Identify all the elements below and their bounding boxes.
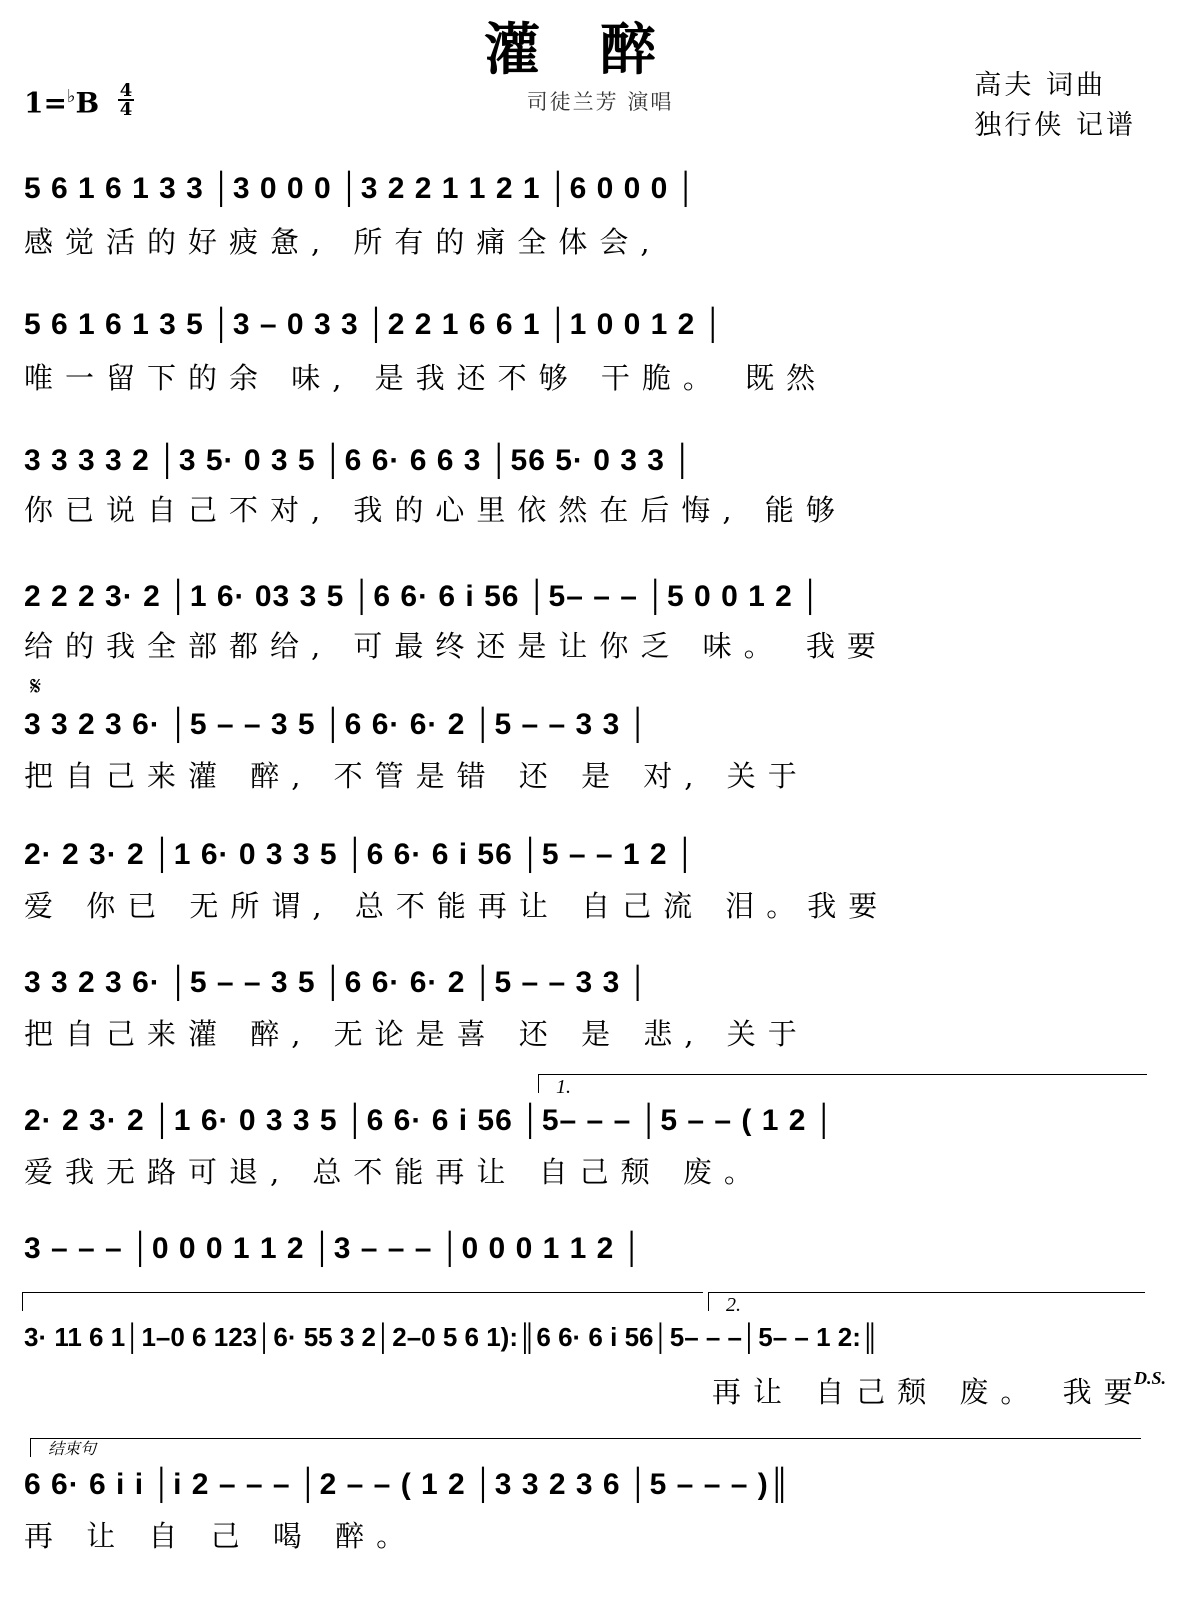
notation-line-6: 2· 2 3· 2 │1 6· 0 3 3 5 │6 6· 6 i 56 │5 – – 1 2 │	[24, 838, 697, 871]
time-signature-bottom: 4	[119, 99, 133, 120]
lyricist-composer: 高夫 词曲	[974, 70, 1106, 101]
lyrics-line-2: 唯一留下的余 味, 是我还不够 干脆。 既然	[24, 361, 828, 395]
lyrics-line-7: 把自己来灌 醉, 无论是喜 还 是 悲, 关于	[24, 1017, 809, 1051]
first-ending-label: 1.	[556, 1076, 571, 1098]
lyrics-line-6: 爱 你已 无所谓, 总不能再让 自己流 泪。我要	[24, 889, 890, 923]
ending-bracket	[30, 1438, 1141, 1457]
notation-line-9: 3 – – – │0 0 0 1 1 2 │3 – – – │0 0 0 1 1 2 │	[24, 1232, 644, 1265]
notation-line-4: 2 2 2 3· 2 │1 6· 03 3 5 │6 6· 6 i 56 │5– – – │5 0 0 1 2 │	[24, 580, 822, 613]
lyrics-line-8: 爱我无路可退, 总不能再让 自己颓 废。	[24, 1155, 765, 1189]
key-note: B	[75, 86, 100, 120]
flat-icon: ♭	[66, 86, 76, 107]
credits	[974, 66, 1136, 146]
time-signature-top: 4	[119, 80, 133, 101]
key-label: 1=	[24, 86, 67, 120]
lyrics-line-5: 把自己来灌 醉, 不管是错 还 是 对, 关于	[24, 759, 809, 793]
notation-line-5: 3 3 2 3 6· │5 – – 3 5 │6 6· 6· 2 │5 – – 3 3 │	[24, 708, 650, 741]
lyrics-line-11: 再 让 自 己 喝 醉。	[24, 1519, 418, 1553]
repeat-bracket	[22, 1292, 703, 1311]
lyrics-line-4: 给的我全部都给, 可最终还是让你乏 味。 我要	[24, 629, 888, 663]
second-ending-bracket	[708, 1292, 1145, 1311]
lyrics-line-10: 再让 自己颓 废。 我要	[712, 1375, 1145, 1409]
notation-line-3: 3 3 3 3 2 │3 5· 0 3 5 │6 6· 6 6 3 │56 5· 0 3 3 │	[24, 444, 695, 477]
key-signature	[24, 86, 99, 119]
first-ending-bracket	[538, 1074, 1147, 1093]
ending-label: 结束句	[48, 1441, 97, 1458]
notation-line-8: 2· 2 3· 2 │1 6· 0 3 3 5 │6 6· 6 i 56 │5– – – │5 – – ( 1 2 │	[24, 1104, 836, 1137]
notation-line-10: 3· 11 6 1│1–0 6 123│6· 55 3 2│2–0 5 6 1):║6 6· 6 i 56│5– – –│5– – 1 2:║	[24, 1322, 880, 1352]
lyrics-line-3: 你已说自己不对, 我的心里依然在后悔, 能够	[24, 493, 847, 527]
notation-line-1: 5 6 1 6 1 3 3 │3 0 0 0 │3 2 2 1 1 2 1 │6 0 0 0 │	[24, 172, 698, 205]
notation-line-7: 3 3 2 3 6· │5 – – 3 5 │6 6· 6· 2 │5 – – 3 3 │	[24, 966, 650, 999]
transcriber: 独行侠 记谱	[974, 110, 1136, 141]
dal-segno-mark: D.S.	[1133, 1368, 1166, 1388]
lyrics-line-1: 感觉活的好疲惫, 所有的痛全体会,	[24, 225, 662, 259]
notation-line-11: 6 6· 6 i i │i 2 – – – │2 – – ( 1 2 │3 3 2 3 6 │5 – – – )║	[24, 1468, 791, 1501]
second-ending-label: 2.	[726, 1294, 741, 1316]
notation-line-2: 5 6 1 6 1 3 5 │3 – 0 3 3 │2 2 1 6 6 1 │1 0 0 1 2 │	[24, 308, 725, 341]
segno-sign: 𝄋	[30, 672, 42, 702]
singer-credit: 司徒兰芳 演唱	[526, 90, 674, 114]
song-title: 灌醉	[484, 17, 716, 83]
time-signature	[118, 82, 134, 118]
